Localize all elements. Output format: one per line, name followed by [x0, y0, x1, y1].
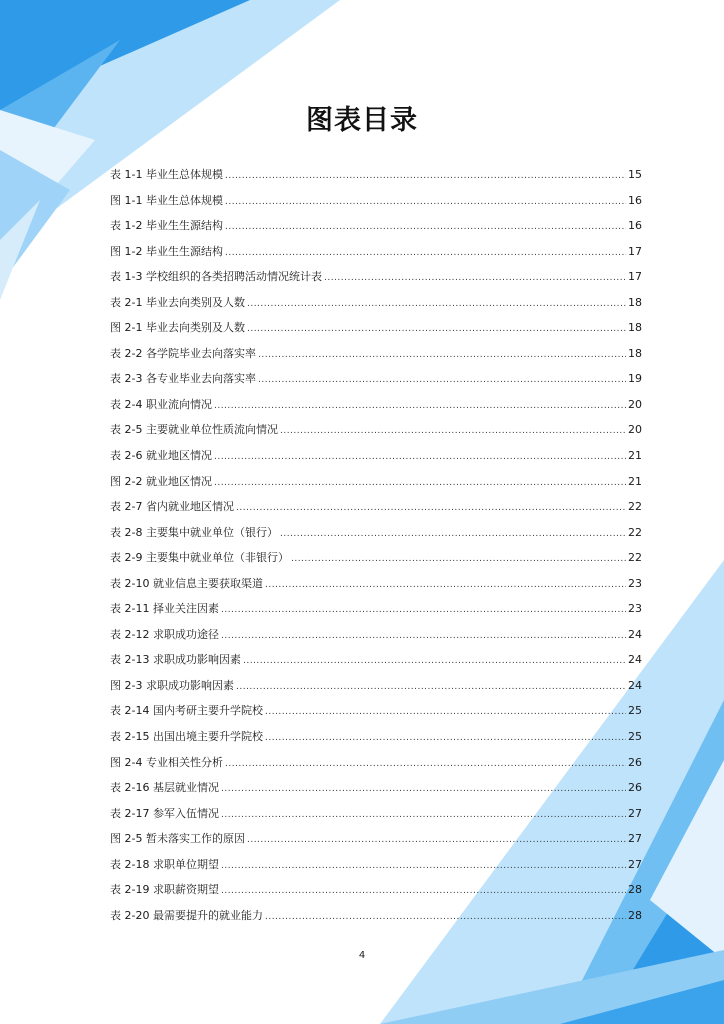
toc-entry-label: 表 2-17 参军入伍情况	[110, 806, 219, 820]
toc-entry[interactable]	[110, 341, 642, 367]
toc-entry-label: 表 1-3 学校组织的各类招聘活动情况统计表	[110, 270, 322, 284]
dot-leader	[258, 366, 626, 394]
dot-leader	[265, 571, 626, 599]
dot-leader	[265, 903, 626, 931]
dot-leader	[236, 494, 626, 522]
toc-entry-page: 18	[628, 346, 642, 360]
dot-leader	[247, 315, 626, 343]
toc-entry[interactable]	[110, 673, 642, 699]
dot-leader	[225, 750, 626, 778]
toc-entry-page: 22	[628, 500, 642, 514]
dot-leader	[247, 290, 626, 318]
toc-entry-page: 15	[628, 168, 642, 181]
toc-entry[interactable]	[110, 622, 642, 648]
toc-entry-page: 27	[628, 832, 642, 846]
dot-leader	[225, 239, 626, 267]
toc-entry-label: 表 2-15 出国出境主要升学院校	[110, 730, 263, 744]
toc-entry-label: 图 2-3 求职成功影响因素	[110, 678, 234, 692]
toc-entry-label: 表 2-18 求职单位期望	[110, 857, 219, 871]
toc-entry-page: 23	[628, 576, 642, 590]
toc-entry[interactable]	[110, 903, 642, 929]
toc-entry-label: 图 2-2 就业地区情况	[110, 474, 212, 488]
toc-entry[interactable]	[110, 775, 642, 801]
dot-leader	[221, 801, 626, 829]
toc-entry-label: 表 2-9 主要集中就业单位（非银行）	[110, 551, 289, 565]
toc-entry[interactable]	[110, 188, 642, 214]
toc-entry-page: 18	[628, 321, 642, 335]
toc-entry-label: 表 2-4 职业流向情况	[110, 397, 212, 411]
toc-entry[interactable]	[110, 443, 642, 469]
toc-entry-page: 16	[628, 193, 642, 207]
dot-leader	[265, 724, 626, 752]
dot-leader	[225, 162, 626, 190]
toc-entry-label: 表 1-1 毕业生总体规模	[110, 168, 223, 181]
toc-entry-label: 表 2-5 主要就业单位性质流向情况	[110, 423, 278, 437]
toc-entry[interactable]	[110, 698, 642, 724]
toc-entry-label: 表 2-8 主要集中就业单位（银行）	[110, 525, 278, 539]
toc-entry-page: 20	[628, 397, 642, 411]
toc-entry-label: 表 2-13 求职成功影响因素	[110, 653, 241, 667]
toc-entry-label: 表 1-2 毕业生生源结构	[110, 219, 223, 233]
toc-entry-label: 图 2-1 毕业去向类别及人数	[110, 321, 245, 335]
dot-leader	[214, 469, 626, 497]
toc-entry[interactable]	[110, 750, 642, 776]
toc-entry-page: 24	[628, 678, 642, 692]
toc-entry-label: 图 2-5 暂未落实工作的原因	[110, 832, 245, 846]
toc-entry[interactable]	[110, 571, 642, 597]
dot-leader	[221, 877, 626, 905]
toc-entry[interactable]	[110, 239, 642, 265]
toc-entry-page: 22	[628, 525, 642, 539]
dot-leader	[214, 443, 626, 471]
dot-leader	[236, 673, 626, 701]
toc-entry[interactable]	[110, 545, 642, 571]
page-title: 图表目录	[306, 105, 418, 136]
toc-entry[interactable]	[110, 852, 642, 878]
toc-entry[interactable]	[110, 290, 642, 316]
toc-entry-label: 表 2-3 各专业毕业去向落实率	[110, 372, 256, 386]
toc-entry-label: 图 1-1 毕业生总体规模	[110, 193, 223, 207]
toc-entry[interactable]	[110, 315, 642, 341]
dot-leader	[225, 213, 626, 241]
dot-leader	[280, 520, 626, 548]
toc-entry[interactable]	[110, 520, 642, 546]
toc-entry-page: 17	[628, 270, 642, 284]
toc-entry-page: 25	[628, 730, 642, 744]
toc-entry-page: 26	[628, 755, 642, 769]
toc-entry-label: 表 2-16 基层就业情况	[110, 781, 219, 795]
toc-entry[interactable]	[110, 392, 642, 418]
toc-entry-label: 表 2-12 求职成功途径	[110, 627, 219, 641]
toc-entry-label: 表 2-11 择业关注因素	[110, 602, 219, 616]
toc-entry-label: 表 2-19 求职薪资期望	[110, 883, 219, 897]
toc-entry-page: 23	[628, 602, 642, 616]
toc-entry-page: 18	[628, 295, 642, 309]
toc-entry-page: 20	[628, 423, 642, 437]
toc-list	[110, 162, 642, 928]
toc-entry[interactable]	[110, 801, 642, 827]
toc-entry-label: 表 2-14 国内考研主要升学院校	[110, 704, 263, 718]
toc-entry-page: 24	[628, 653, 642, 667]
toc-entry-label: 表 2-20 最需要提升的就业能力	[110, 908, 263, 922]
toc-entry-label: 表 2-7 省内就业地区情况	[110, 500, 234, 514]
dot-leader	[221, 775, 626, 803]
toc-entry-page: 21	[628, 449, 642, 463]
dot-leader	[265, 698, 626, 726]
toc-entry-page: 27	[628, 806, 642, 820]
toc-entry-label: 表 2-2 各学院毕业去向落实率	[110, 346, 256, 360]
toc-entry-page: 21	[628, 474, 642, 488]
dot-leader	[221, 622, 626, 650]
toc-entry-page: 16	[628, 219, 642, 233]
dot-leader	[291, 545, 626, 573]
toc-entry[interactable]	[110, 213, 642, 239]
toc-entry[interactable]	[110, 494, 642, 520]
toc-entry[interactable]	[110, 469, 642, 495]
dot-leader	[221, 852, 626, 880]
toc-entry[interactable]	[110, 417, 642, 443]
toc-entry-page: 19	[628, 372, 642, 386]
toc-entry-page: 28	[628, 883, 642, 897]
dot-leader	[280, 417, 626, 445]
page-number: 4	[358, 950, 366, 961]
toc-entry[interactable]	[110, 162, 642, 188]
toc-entry-page: 22	[628, 551, 642, 565]
toc-entry-page: 27	[628, 857, 642, 871]
toc-entry[interactable]	[110, 826, 642, 852]
toc-entry[interactable]	[110, 647, 642, 673]
toc-entry-page: 25	[628, 704, 642, 718]
dot-leader	[243, 647, 626, 675]
toc-entry-page: 24	[628, 627, 642, 641]
toc-entry-page: 17	[628, 244, 642, 258]
toc-entry[interactable]	[110, 264, 642, 290]
toc-entry-page: 26	[628, 781, 642, 795]
dot-leader	[225, 188, 626, 216]
toc-entry-label: 表 2-1 毕业去向类别及人数	[110, 295, 245, 309]
toc-entry[interactable]	[110, 596, 642, 622]
toc-entry[interactable]	[110, 877, 642, 903]
toc-entry[interactable]	[110, 724, 642, 750]
toc-entry[interactable]	[110, 366, 642, 392]
toc-entry-label: 图 1-2 毕业生生源结构	[110, 244, 223, 258]
toc-entry-label: 表 2-10 就业信息主要获取渠道	[110, 576, 263, 590]
dot-leader	[214, 392, 626, 420]
dot-leader	[247, 826, 626, 854]
toc-entry-label: 表 2-6 就业地区情况	[110, 449, 212, 463]
dot-leader	[324, 264, 626, 292]
dot-leader	[258, 341, 626, 369]
toc-entry-page: 28	[628, 908, 642, 922]
toc-entry-label: 图 2-4 专业相关性分析	[110, 755, 223, 769]
dot-leader	[221, 596, 626, 624]
